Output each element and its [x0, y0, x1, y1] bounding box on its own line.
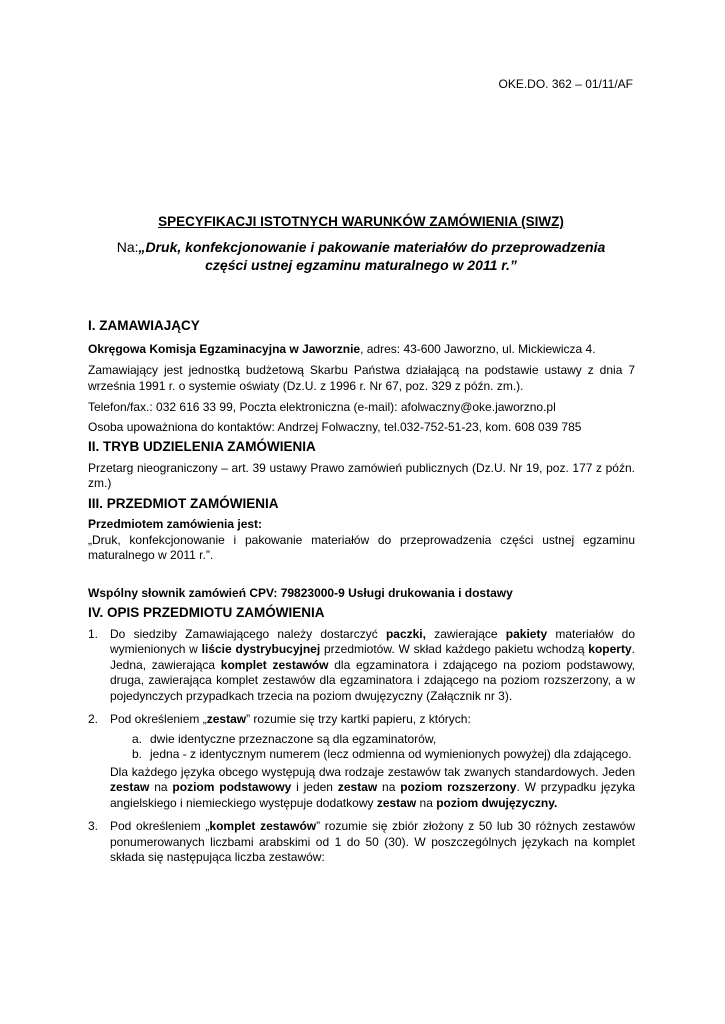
list-item-3: 3. Pod określeniem „komplet zestawów” rozumie się zbiór złożony z 50 lub 30 różnych zestawów ponumerowanych liczbami arabskimi od 1 do 50 (30). W poszczególnych językach na komplet składa się następująca liczba zestawów:	[88, 819, 636, 864]
section-2-heading: II. TRYB UDZIELENIA ZAMÓWIENIA	[88, 439, 316, 454]
sub-item-b: b. jedna - z identycznym numerem (lecz odmienna od wymienionych powyżej) dla zdającego.	[132, 747, 632, 761]
cpv-line: Wspólny słownik zamówień CPV: 79823000-9 Usługi drukowania i dostawy	[88, 585, 513, 600]
org-name: Okręgowa Komisja Egzaminacyjna w Jaworznie	[88, 341, 361, 356]
document-content	[88, 318, 635, 874]
org-address: , adres: 43-600 Jaworzno, ul. Mickiewicza 4.	[360, 341, 596, 356]
list-number: 3.	[88, 819, 99, 833]
sub-list	[110, 732, 635, 763]
subtitle-line-1: „Druk, konfekcjonowanie i pakowanie materiałów do przeprowadzenia	[138, 239, 606, 255]
subject-lead: Przedmiotem zamówienia jest:	[88, 517, 263, 531]
list-number: 2.	[88, 712, 99, 726]
document-reference: OKE.DO. 362 – 01/11/AF	[498, 77, 633, 91]
list-item-2: 2. Pod określeniem „zestaw” rozumie się trzy kartki papieru, z których: a. dwie identyczne przeznaczone są dla egzaminatorów, b. jedna - z identycznym numerem (lecz odmienna od wymienionych powyżej) dla zdającego. Dla każdego języka obcego występują dwa rodzaje zestawów tak zwanych standardowych. Jeden zestaw na poziom podstawowy i jeden zestaw na poziom rozszerzony. W przypadku języka angielskiego i niemieckiego występuje dodatkowy zestaw na poziom dwujęzyczny.	[88, 712, 636, 810]
contact-line: Telefon/fax.: 032 616 33 99, Poczta elektroniczna (e-mail): afolwaczny@oke.jaworzno.pl	[88, 400, 556, 414]
procedure-text: Przetarg nieograniczony – art. 39 ustawy Prawo zamówień publicznych (Dz.U. Nr 19, poz. 177 z późn. zm.)	[88, 460, 635, 490]
section-3-heading: III. PRZEDMIOT ZAMÓWIENIA	[88, 495, 279, 511]
sub-item-a: a. dwie identyczne przeznaczone są dla egzaminatorów,	[132, 731, 437, 746]
subtitle-prefix: Na:	[116, 239, 139, 255]
list-number: 1.	[88, 626, 99, 641]
document-subtitle	[88, 238, 634, 274]
section-4-heading: IV. OPIS PRZEDMIOTU ZAMÓWIENIA	[88, 605, 325, 620]
org-paragraph	[88, 342, 635, 358]
legal-basis: Zamawiający jest jednostką budżetową Skarbu Państwa działającą na podstawie ustawy z dnia 7 września 1991 r. o systemie oświaty (Dz.U. z 1996 r. Nr 67, poz. 329 z późn. zm.).	[88, 363, 635, 393]
description-list	[88, 627, 635, 866]
section-1-heading: I. ZAMAWIAJĄCY	[88, 318, 200, 333]
contact-person: Osoba upoważniona do kontaktów: Andrzej Folwaczny, tel.032-752-51-23, kom. 608 039 785	[88, 419, 582, 434]
subtitle-line-2: części ustnej egzaminu maturalnego w 2011 r.”	[205, 257, 517, 273]
document-title: SPECYFIKACJI ISTOTNYCH WARUNKÓW ZAMÓWIENIA (SIWZ)	[158, 214, 564, 229]
subject-text: „Druk, konfekcjonowanie i pakowanie materiałów do przeprowadzenia części ustnej egzaminu maturalnego w 2011 r.”.	[88, 532, 635, 562]
list-item-1: 1. Do siedziby Zamawiającego należy dostarczyć paczki, zawierające pakiety materiałów do wymienionych w liście dystrybucyjnej przedmiotów. W skład każdego pakietu wchodzą koperty. Jedna, zawierająca komplet zestawów dla egzaminatora i zdającego na poziom podstawowy, druga, zawierająca komplet zestawów dla egzaminatora i zdającego na poziom rozszerzony, a w pojedynczych przypadkach trzecia na poziom dwujęzyczny (Załącznik nr 3).	[88, 626, 636, 703]
